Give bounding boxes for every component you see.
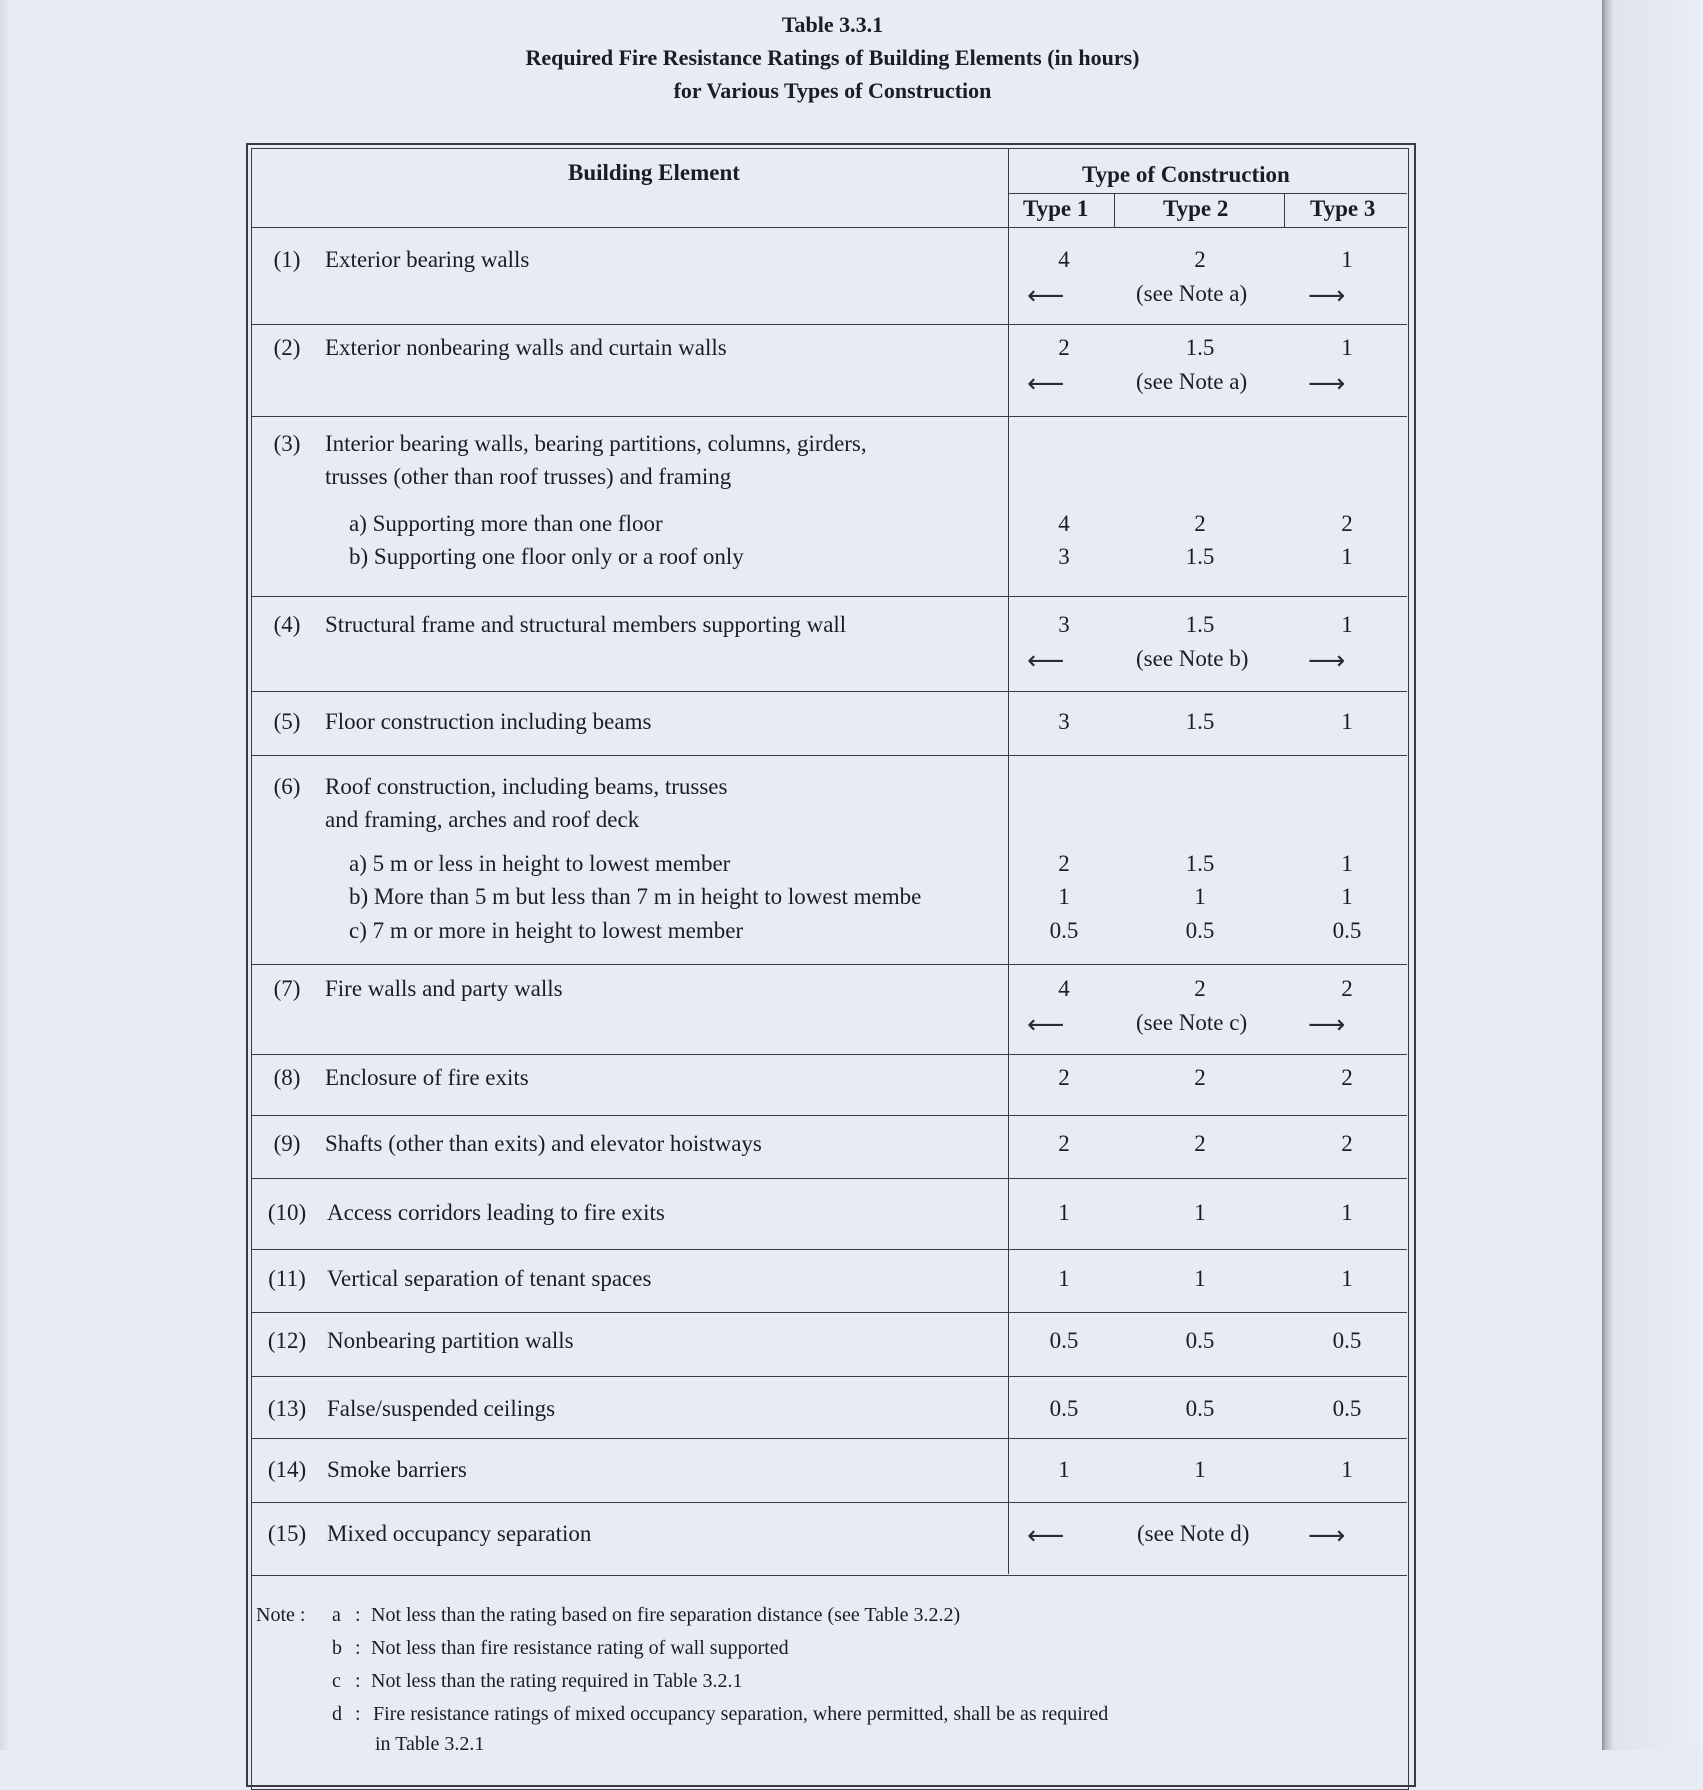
row-divider (251, 596, 1407, 597)
row-number: (8) (273, 1065, 301, 1090)
header-type1: Type 1 (1023, 196, 1089, 221)
arrow-left-icon: ⟵ (1027, 1010, 1065, 1040)
header-type2: Type 2 (1163, 196, 1229, 221)
value-type3: 1 (1341, 247, 1353, 272)
value-type1: 1 (1058, 1200, 1070, 1225)
value-type3: 2 (1341, 1131, 1353, 1156)
column-divider-type2 (1284, 194, 1285, 228)
row-number: (4) (273, 612, 301, 637)
value-type2: 1.5 (1185, 544, 1215, 569)
value-type1: 3 (1058, 612, 1070, 637)
value-type3: 1 (1341, 335, 1353, 360)
row-label: Smoke barriers (327, 1457, 467, 1482)
header-type-of-construction: Type of Construction (1082, 162, 1290, 187)
sub-row-label: a) 5 m or less in height to lowest member (349, 851, 731, 876)
note-separator: : (355, 1604, 361, 1626)
value-type3: 1 (1341, 709, 1353, 734)
arrow-right-icon: ⟶ (1308, 1010, 1346, 1040)
value-type1: 4 (1058, 976, 1070, 1001)
value-type3: 1 (1341, 612, 1353, 637)
header-divider (1008, 193, 1407, 194)
row-number: (9) (273, 1131, 301, 1156)
row-divider (251, 416, 1407, 417)
row-divider (251, 964, 1407, 965)
row-label: Access corridors leading to fire exits (327, 1200, 665, 1225)
value-type2: 1.5 (1185, 335, 1215, 360)
row-label: Shafts (other than exits) and elevator hoistways (325, 1131, 762, 1156)
row-divider (251, 227, 1407, 228)
value-type3: 2 (1341, 976, 1353, 1001)
value-type2: 1.5 (1185, 612, 1215, 637)
row-number: (2) (273, 335, 301, 360)
value-type2: 2 (1194, 1131, 1206, 1156)
row-divider (251, 691, 1407, 692)
table-number: Table 3.3.1 (781, 12, 884, 37)
arrow-right-icon: ⟶ (1308, 1521, 1346, 1551)
notes-prefix: Note : (256, 1604, 306, 1626)
arrow-left-icon: ⟵ (1027, 281, 1065, 311)
header-type3: Type 3 (1310, 196, 1376, 221)
row-number: (3) (273, 431, 301, 456)
row-note-ref: (see Note c) (1136, 1010, 1248, 1035)
row-note-ref: (see Note a) (1136, 281, 1248, 306)
row-divider (251, 1575, 1407, 1576)
row-divider (251, 1438, 1407, 1439)
table-title: Required Fire Resistance Ratings of Building Elements (in hours) (525, 45, 1140, 70)
value-type3: 1 (1341, 1457, 1353, 1482)
arrow-left-icon: ⟵ (1027, 646, 1065, 676)
note-text-d-continued: in Table 3.2.1 (375, 1733, 485, 1755)
row-label: Fire walls and party walls (325, 976, 563, 1001)
arrow-left-icon: ⟵ (1027, 1521, 1065, 1551)
row-label: False/suspended ceilings (327, 1396, 556, 1421)
arrow-right-icon: ⟶ (1308, 646, 1346, 676)
value-type3: 1 (1341, 544, 1353, 569)
row-divider (251, 324, 1407, 325)
row-label: Interior bearing walls, bearing partitions, columns, girders, (325, 431, 867, 456)
note-separator: : (355, 1670, 361, 1692)
value-type3: 0.5 (1332, 1328, 1362, 1353)
row-label-continued: trusses (other than roof trusses) and framing (325, 464, 732, 489)
value-type2: 1 (1194, 884, 1206, 909)
row-note-ref: (see Note b) (1136, 646, 1249, 671)
value-type2: 2 (1194, 1065, 1206, 1090)
value-type1: 0.5 (1049, 1328, 1079, 1353)
row-divider (251, 1249, 1407, 1250)
sub-row-label: c) 7 m or more in height to lowest member (349, 918, 744, 943)
row-divider (251, 1178, 1407, 1179)
value-type3: 1 (1341, 851, 1353, 876)
value-type1: 3 (1058, 544, 1070, 569)
value-type3: 0.5 (1332, 918, 1362, 943)
arrow-right-icon: ⟶ (1308, 369, 1346, 399)
note-key-a: a (332, 1604, 341, 1626)
value-type2: 1 (1194, 1457, 1206, 1482)
note-separator: : (355, 1637, 361, 1659)
value-type1: 0.5 (1049, 1396, 1079, 1421)
value-type2: 0.5 (1185, 1328, 1215, 1353)
value-type1: 1 (1058, 1266, 1070, 1291)
row-label: Structural frame and structural members supporting wall (325, 612, 847, 637)
row-label: Roof construction, including beams, trusses (325, 774, 728, 799)
value-type3: 1 (1341, 884, 1353, 909)
row-divider (251, 755, 1407, 756)
column-divider-type1 (1114, 194, 1115, 228)
row-divider (251, 1054, 1407, 1055)
note-text-d: Fire resistance ratings of mixed occupancy separation, where permitted, shall be as required (373, 1703, 1109, 1725)
value-type1: 0.5 (1049, 918, 1079, 943)
value-type2: 2 (1194, 247, 1206, 272)
value-type1: 1 (1058, 884, 1070, 909)
value-type2: 2 (1194, 511, 1206, 536)
row-number: (1) (273, 247, 301, 272)
row-number: (7) (273, 976, 301, 1001)
header-building-element: Building Element (568, 160, 740, 185)
value-type2: 0.5 (1185, 1396, 1215, 1421)
row-label: Mixed occupancy separation (327, 1521, 592, 1546)
value-type3: 1 (1341, 1266, 1353, 1291)
sub-row-label: b) More than 5 m but less than 7 m in height to lowest membe (349, 884, 922, 909)
note-text-b: Not less than fire resistance rating of wall supported (371, 1637, 789, 1659)
sub-row-label: b) Supporting one floor only or a roof only (349, 544, 744, 569)
row-note-ref: (see Note a) (1136, 369, 1248, 394)
value-type3: 2 (1341, 1065, 1353, 1090)
table-subtitle: for Various Types of Construction (673, 78, 992, 103)
value-type2: 1 (1194, 1266, 1206, 1291)
row-label: Vertical separation of tenant spaces (327, 1266, 652, 1291)
row-label: Enclosure of fire exits (325, 1065, 529, 1090)
row-number: (13) (267, 1396, 307, 1421)
value-type1: 2 (1058, 335, 1070, 360)
row-number: (11) (268, 1266, 306, 1291)
value-type1: 1 (1058, 1457, 1070, 1482)
value-type1: 3 (1058, 709, 1070, 734)
page-binding-edge (1602, 0, 1703, 1750)
value-type2: 0.5 (1185, 918, 1215, 943)
value-type3: 2 (1341, 511, 1353, 536)
row-number: (6) (273, 774, 301, 799)
value-type3: 1 (1341, 1200, 1353, 1225)
column-divider-element (1008, 149, 1009, 1574)
arrow-left-icon: ⟵ (1027, 369, 1065, 399)
note-key-d: d (332, 1703, 342, 1725)
row-number: (12) (267, 1328, 307, 1353)
note-key-c: c (332, 1670, 341, 1692)
note-separator: : (355, 1703, 361, 1725)
row-divider (251, 1115, 1407, 1116)
value-type2: 2 (1194, 976, 1206, 1001)
row-divider (251, 1376, 1407, 1377)
row-label: Exterior nonbearing walls and curtain walls (325, 335, 727, 360)
row-note-ref: (see Note d) (1137, 1521, 1250, 1546)
row-label: Exterior bearing walls (325, 247, 530, 272)
row-divider (251, 1502, 1407, 1503)
value-type1: 2 (1058, 1131, 1070, 1156)
note-text-c: Not less than the rating required in Table 3.2.1 (371, 1670, 743, 1692)
value-type1: 2 (1058, 1065, 1070, 1090)
row-number: (14) (267, 1457, 307, 1482)
value-type2: 1 (1194, 1200, 1206, 1225)
row-label: Nonbearing partition walls (327, 1328, 574, 1353)
row-label: Floor construction including beams (325, 709, 652, 734)
row-number: (5) (273, 709, 301, 734)
value-type1: 4 (1058, 247, 1070, 272)
value-type2: 1.5 (1185, 851, 1215, 876)
page-shadow-left (0, 0, 10, 1750)
arrow-right-icon: ⟶ (1308, 281, 1346, 311)
note-key-b: b (332, 1637, 342, 1659)
value-type1: 4 (1058, 511, 1070, 536)
row-number: (10) (267, 1200, 307, 1225)
row-label-continued: and framing, arches and roof deck (325, 807, 640, 832)
sub-row-label: a) Supporting more than one floor (349, 511, 663, 536)
note-text-a: Not less than the rating based on fire separation distance (see Table 3.2.2) (371, 1604, 961, 1626)
row-number: (15) (267, 1521, 307, 1546)
value-type2: 1.5 (1185, 709, 1215, 734)
row-divider (251, 1312, 1407, 1313)
value-type3: 0.5 (1332, 1396, 1362, 1421)
value-type1: 2 (1058, 851, 1070, 876)
